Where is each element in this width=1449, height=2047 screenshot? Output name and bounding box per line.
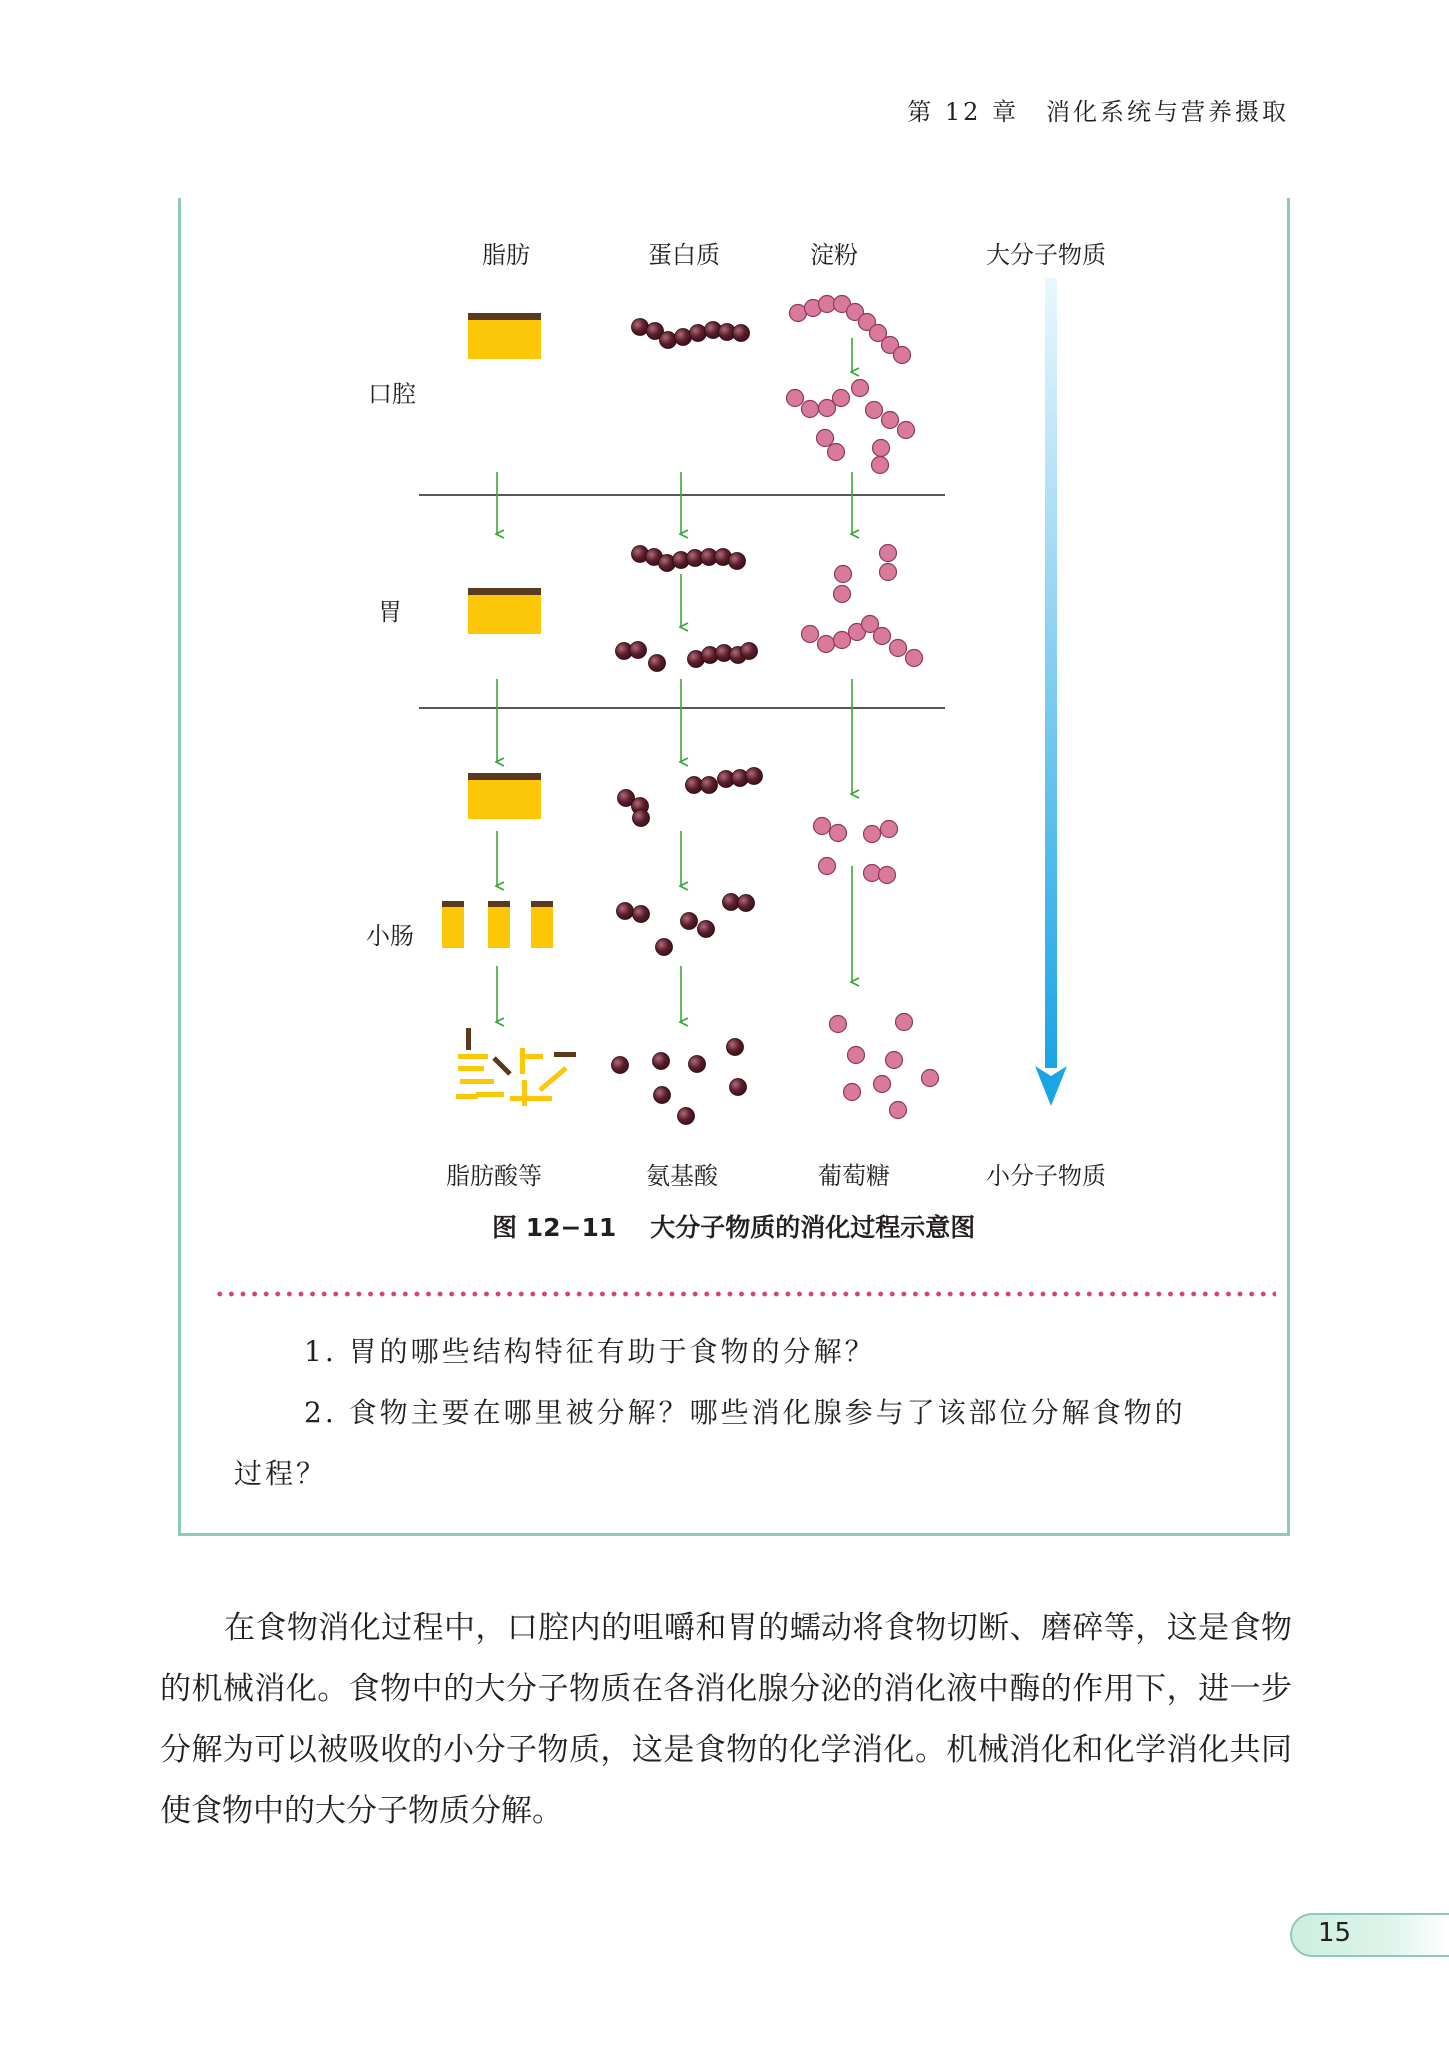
protein-bead (630, 642, 647, 659)
fat-block-mouth (468, 313, 541, 359)
running-head: 第 12 章 消化系统与营养摄取 (907, 98, 1289, 126)
protein-bead (656, 939, 673, 956)
starch-bead (890, 1102, 907, 1119)
starch-bead (787, 390, 804, 407)
protein-bead (729, 553, 746, 570)
protein-bead (723, 894, 740, 911)
starch-bead (866, 402, 883, 419)
protein-bead (730, 1079, 747, 1096)
starch-bead (834, 632, 851, 649)
figure-caption (492, 1208, 975, 1244)
starch-bead (828, 444, 845, 461)
starch-bead (882, 412, 899, 429)
protein-bead (653, 1053, 670, 1070)
protein-bead (660, 332, 677, 349)
question-2: 2. 食物主要在哪里被分解？哪些消化腺参与了该部位分解食物的 (304, 1396, 1186, 1429)
starch-bead (894, 347, 911, 364)
question-1: 1. 胃的哪些结构特征有助于食物的分解？ (304, 1335, 876, 1368)
starch-bead (833, 390, 850, 407)
starch-bead (814, 818, 831, 835)
page-number-tab (1290, 1913, 1449, 1957)
starch-bead (852, 380, 869, 397)
product-label-glucose: 葡萄糖 (818, 1162, 890, 1190)
protein-bead (632, 319, 649, 336)
starch-bead (880, 564, 897, 581)
starch-bead (835, 566, 852, 583)
protein-bead (738, 895, 755, 912)
protein-bead (633, 906, 650, 923)
column-label-macromolecules: 大分子物质 (986, 241, 1106, 269)
protein-bead (698, 921, 715, 938)
protein-bead (675, 329, 692, 346)
starch-bead (874, 628, 891, 645)
product-label-amino-acids: 氨基酸 (646, 1162, 718, 1190)
starch-bead (922, 1070, 939, 1087)
starch-bead (802, 401, 819, 418)
protein-bead (678, 1108, 695, 1125)
starch-bead (834, 586, 851, 603)
row-label-small-intestine: 小肠 (366, 922, 414, 950)
column-label-protein: 蛋白质 (648, 241, 720, 269)
protein-bead (654, 1087, 671, 1104)
protein-bead (612, 1057, 629, 1074)
protein-bead (727, 1039, 744, 1056)
starch-bead (874, 1076, 891, 1093)
starch-bead (802, 626, 819, 643)
body-paragraph: 在食物消化过程中，口腔内的咀嚼和胃的蠕动将食物切断、磨碎等，这是食物的机械消化。食物中的大分子物质在各消化腺分泌的消化液中酶的作用下，进一步分解为可以被吸收的小分子物质，这是食物的化学消化。机械消化和化学消化共同使食物中的大分子物质分解。 (160, 1610, 1292, 1829)
row-label-mouth: 口腔 (368, 380, 416, 408)
starch-bead (898, 422, 915, 439)
starch-bead (873, 440, 890, 457)
product-label-small-molecules: 小分子物质 (986, 1162, 1106, 1190)
starch-bead (881, 821, 898, 838)
protein-bead (690, 325, 707, 342)
starch-bead (880, 545, 897, 562)
page-number: 15 (1318, 1918, 1352, 1948)
starch-bead (864, 865, 881, 882)
starch-bead (864, 826, 881, 843)
starch-bead (886, 1052, 903, 1069)
question-2-continued: 过程？ (234, 1457, 328, 1490)
protein-bead (617, 903, 634, 920)
product-label-fatty-acids: 脂肪酸等 (446, 1162, 542, 1190)
protein-bead (741, 643, 758, 660)
protein-bead (701, 777, 718, 794)
fat-block-intestine-entry (468, 773, 541, 819)
starch-bead (830, 1016, 847, 1033)
starch-bead (879, 867, 896, 884)
fat-block-stomach (468, 588, 541, 634)
protein-beads (612, 319, 763, 1125)
row-label-stomach: 胃 (378, 598, 402, 626)
protein-bead (649, 655, 666, 672)
protein-bead (689, 1056, 706, 1073)
protein-bead (733, 325, 750, 342)
protein-bead (633, 810, 650, 827)
fatty-acid-fragments (456, 1028, 576, 1106)
starch-beads (787, 296, 939, 1119)
starch-bead (848, 1047, 865, 1064)
starch-bead (896, 1014, 913, 1031)
macro-to-micro-arrow (1035, 278, 1067, 1106)
column-label-starch: 淀粉 (810, 241, 858, 269)
starch-bead (906, 650, 923, 667)
starch-bead (819, 858, 836, 875)
protein-bead (681, 913, 698, 930)
protein-bead (686, 777, 703, 794)
starch-bead (890, 640, 907, 657)
starch-bead (844, 1084, 861, 1101)
starch-bead (818, 636, 835, 653)
starch-bead (830, 825, 847, 842)
figure-number: 图 12−11 (492, 1213, 617, 1242)
starch-bead (872, 457, 889, 474)
dotted-divider (214, 1291, 1276, 1297)
column-label-fat: 脂肪 (482, 241, 530, 269)
fat-blocks-emulsified (442, 901, 553, 948)
protein-bead (746, 768, 763, 785)
figure-title: 大分子物质的消化过程示意图 (650, 1213, 976, 1242)
starch-bead (817, 430, 834, 447)
